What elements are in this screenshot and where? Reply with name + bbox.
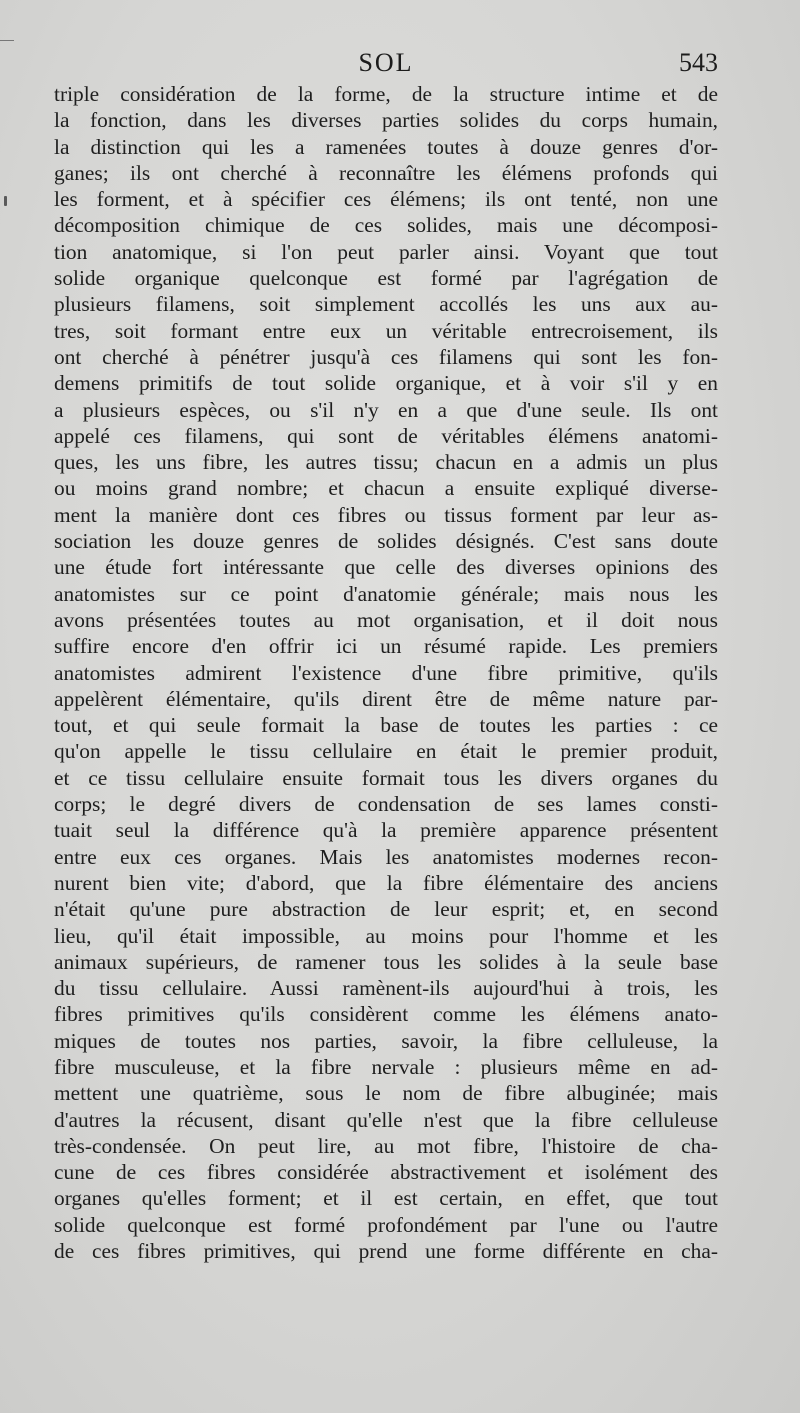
text-line: anatomistes admirent l'existence d'une fibre primitive, qu'ils [54, 660, 718, 685]
text-line: organes qu'elles forment; et il est certain, en effet, que tout [54, 1186, 718, 1211]
running-head [54, 48, 718, 84]
page-edge-mark [0, 40, 14, 41]
text-line: ou moins grand nombre; et chacun a ensuite expliqué diverse- [54, 476, 718, 501]
text-line: tuait seul la différence qu'à la première apparence présentent [54, 818, 718, 843]
page-number: 543 [679, 48, 718, 77]
text-line: suffire encore d'en offrir ici un résumé rapide. Les premiers [54, 634, 718, 659]
text-line: qu'on appelle le tissu cellulaire en était le premier produit, [54, 739, 718, 764]
text-line: entre eux ces organes. Mais les anatomistes modernes recon- [54, 844, 718, 869]
text-line: du tissu cellulaire. Aussi ramènent-ils aujourd'hui à trois, les [54, 976, 718, 1001]
text-line: triple considération de la forme, de la structure intime et de [54, 82, 718, 106]
text-line: cune de ces fibres considérée abstractivement et isolément des [54, 1160, 718, 1185]
text-line: fibres primitives qu'ils considèrent comme les élémens anato- [54, 1002, 718, 1027]
text-line: solide organique quelconque est formé par l'agrégation de [54, 266, 718, 291]
text-line: ganes; ils ont cherché à reconnaître les élémens profonds qui [54, 160, 718, 185]
running-title: SOL [358, 48, 414, 77]
text-line: solide quelconque est formé profondément par l'une ou l'autre [54, 1212, 718, 1237]
text-line: sociation les douze genres de solides désignés. C'est sans doute [54, 529, 718, 554]
text-line: animaux supérieurs, de ramener tous les solides à la seule base [54, 949, 718, 974]
text-line: fibre musculeuse, et la fibre nervale : plusieurs même en ad- [54, 1054, 718, 1079]
text-line: les forment, et à spécifier ces élémens; ils ont tenté, non une [54, 187, 718, 212]
text-line: et ce tissu cellulaire ensuite formait tous les divers organes du [54, 765, 718, 790]
text-line: n'était qu'une pure abstraction de leur esprit; et, en second [54, 897, 718, 922]
text-line: très-condensée. On peut lire, au mot fibre, l'histoire de cha- [54, 1133, 718, 1158]
text-line: appelèrent élémentaire, qu'ils dirent être de même nature par- [54, 686, 718, 711]
text-line: avons présentées toutes au mot organisation, et il doit nous [54, 607, 718, 632]
text-line: demens primitifs de tout solide organique, et à voir s'il y en [54, 371, 718, 396]
text-line: tion anatomique, si l'on peut parler ainsi. Voyant que tout [54, 239, 718, 264]
text-line: d'autres la récusent, disant qu'elle n'est que la fibre celluleuse [54, 1107, 718, 1132]
text-line: de ces fibres primitives, qui prend une forme différente en cha- [54, 1239, 718, 1264]
text-line: mettent une quatrième, sous le nom de fibre albuginée; mais [54, 1081, 718, 1106]
text-line: la distinction qui les a ramenées toutes à douze genres d'or- [54, 134, 718, 159]
text-line: plusieurs filamens, soit simplement accollés les uns aux au- [54, 292, 718, 317]
text-line: lieu, qu'il était impossible, au moins pour l'homme et les [54, 923, 718, 948]
body-text [54, 81, 718, 1264]
text-line: la fonction, dans les diverses parties solides du corps humain, [54, 108, 718, 133]
text-line: corps; le degré divers de condensation de ses lames consti- [54, 792, 718, 817]
text-line: ment la manière dont ces fibres ou tissus forment par leur as- [54, 502, 718, 527]
margin-speck [4, 196, 7, 206]
text-line: décomposition chimique de ces solides, mais une décomposi- [54, 213, 718, 238]
text-line: miques de toutes nos parties, savoir, la fibre celluleuse, la [54, 1028, 718, 1053]
text-line: appelé ces filamens, qui sont de véritables élémens anatomi- [54, 423, 718, 448]
text-line: nurent bien vite; d'abord, que la fibre élémentaire des anciens [54, 870, 718, 895]
text-line: une étude fort intéressante que celle des diverses opinions des [54, 555, 718, 580]
text-line: a plusieurs espèces, ou s'il n'y en a que d'une seule. Ils ont [54, 397, 718, 422]
text-line: anatomistes sur ce point d'anatomie générale; mais nous les [54, 581, 718, 606]
text-line: ques, les uns fibre, les autres tissu; chacun en a admis un plus [54, 450, 718, 475]
text-line: tres, soit formant entre eux un véritable entrecroisement, ils [54, 318, 718, 343]
text-line: tout, et qui seule formait la base de toutes les parties : ce [54, 713, 718, 738]
text-line: ont cherché à pénétrer jusqu'à ces filamens qui sont les fon- [54, 344, 718, 369]
